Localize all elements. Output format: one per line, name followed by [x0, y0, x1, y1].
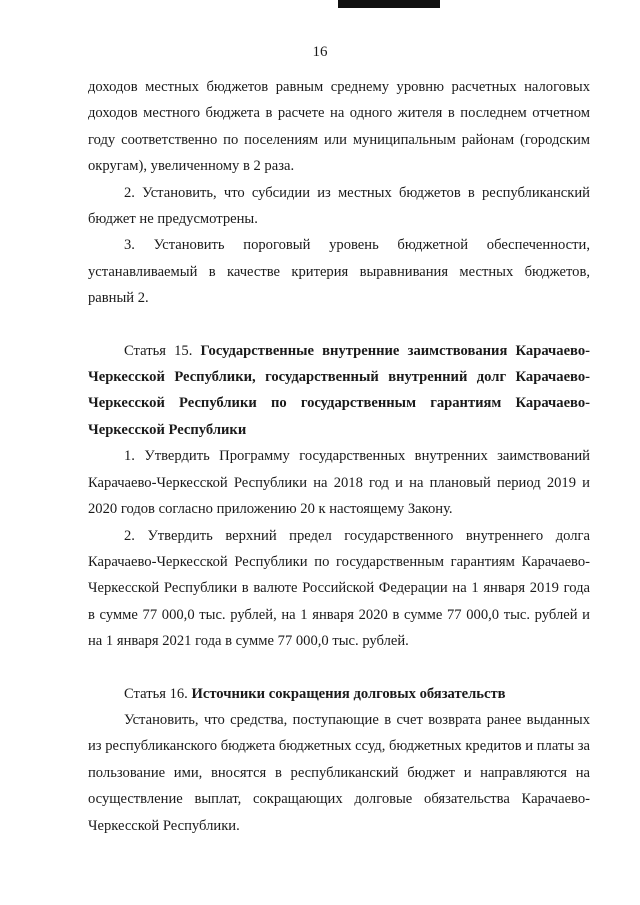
page-number: 16: [312, 44, 328, 60]
article-16-title: Источники сокращения долговых обязательств: [191, 685, 506, 702]
spacer: [88, 655, 590, 681]
paragraph-item-2: 2. Установить, что субсидии из местных бюджетов в республиканский бюджет не предусмотрены.: [88, 184, 590, 228]
article-16-heading: [88, 681, 590, 707]
scan-top-mark: [338, 0, 440, 8]
article-15-item-2: 2. Утвердить верхний предел государственного внутреннего долга Карачаево-Черкесской Республики по государственным гарантиям Карачаево-Черкесской Республики в валюте Российской Федерации на 1 января 2019 года в сумме 77 000,0 тыс. рублей, на 1 января 2020 в сумме 77 000,0 тыс. рублей и на 1 января 2021 года в сумме 77 000,0 тыс. рублей.: [88, 527, 590, 650]
article-15-heading: [88, 338, 590, 444]
paragraph-item-3: 3. Установить пороговый уровень бюджетной обеспеченности, устанавливаемый в качестве критерия выравнивания местных бюджетов, равный 2.: [88, 237, 590, 307]
article-15-item-1: 1. Утвердить Программу государственных внутренних заимствований Карачаево-Черкесской Республики на 2018 год и на плановый период 2019 и 2020 годов согласно приложению 20 к настоящему Закону.: [88, 448, 590, 518]
article-15-title: Государственные внутренние заимствования Карачаево-Черкесской Республики, государственный внутренний долг Карачаево-Черкесской Республики по государственным гарантиям Карачаево-Черкесской Республики: [88, 342, 590, 438]
spacer: [88, 312, 590, 338]
paragraph-continuation: доходов местных бюджетов равным среднему уровню расчетных налоговых доходов местного бюджета в расчете на одного жителя в последнем отчетном году соответственно по поселениям или муниципальным районам (городским округам), увеличенному в 2 раза.: [88, 79, 590, 175]
article-16-body: Установить, что средства, поступающие в счет возврата ранее выданных из республиканского бюджета бюджетных ссуд, бюджетных кредитов и платы за пользование ими, вносятся в республиканский бюджет и направляются на осуществление выплат, сокращающих долговые обязательства Карачаево-Черкесской Республики.: [88, 711, 590, 834]
article-16-prefix: Статья 16.: [124, 685, 192, 702]
document-body: [88, 74, 590, 839]
article-15-prefix: Статья 15.: [124, 342, 201, 359]
